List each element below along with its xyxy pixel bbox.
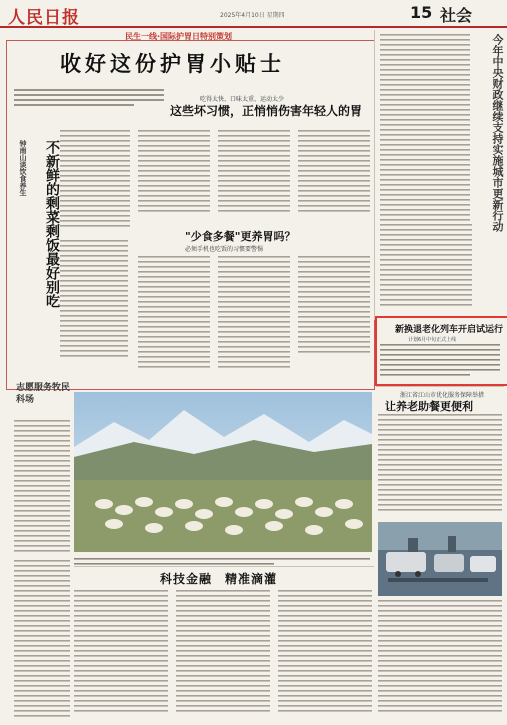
- volunteer-text: [14, 420, 72, 720]
- vertical-kicker: 钟南山谈饮食养生: [19, 140, 27, 196]
- right-column-text: [380, 34, 472, 314]
- text-columns-lower: [138, 256, 370, 368]
- body-text-columns: [60, 130, 372, 380]
- main-headline: 收好这份护胃小贴士: [60, 52, 285, 76]
- volunteer-headline: 志愿服务牧民科场: [16, 383, 71, 405]
- page-number: 15: [410, 3, 433, 22]
- article-kicker: 吃得太快、口味太重、运动太少: [200, 96, 285, 103]
- secondary-subheadline: 必须手机也吃饭的习惯要警惕: [185, 246, 264, 253]
- vertical-headline: 不新鲜的剩菜剩饭最好别吃: [44, 140, 60, 308]
- bottom-rule: [74, 566, 374, 567]
- newspaper-logo: 人民日报: [8, 8, 80, 28]
- jiangshan-headline: 让养老助餐更便利: [385, 400, 473, 413]
- right-vertical-headline: 今年中央财政继续支持实施城市更新行动: [491, 34, 504, 232]
- highlighted-headline: 新换退老化列车开启试运行: [395, 325, 504, 335]
- article-subheadline: 这些坏习惯，正悄悄伤害年轻人的胃: [170, 104, 363, 118]
- special-feature-label: 民生一线·国际护胃日特别策划: [125, 32, 233, 41]
- dateline: 2025年4月10日 星期四: [220, 12, 285, 19]
- jiangshan-text: [378, 414, 504, 518]
- meal-delivery-photo: [378, 522, 502, 596]
- highlighted-subheadline: 计划6月中旬正式上线: [408, 337, 457, 343]
- section-rule: [376, 386, 504, 387]
- text-column-2: [138, 130, 210, 212]
- text-column-4: [298, 130, 370, 212]
- bottom-headline: 科技金融 精准滴灌: [160, 572, 278, 586]
- column-divider: [374, 30, 375, 320]
- text-column-1: [60, 130, 130, 227]
- sheep-herd-photo: [74, 392, 372, 552]
- bottom-text: [74, 590, 374, 720]
- section-name: 社会: [440, 6, 473, 25]
- text-column-left-narrow: [60, 240, 128, 357]
- jiangshan-kicker: 浙江省江山市优化服务保障举措: [400, 392, 485, 399]
- secondary-headline: "少食多餐"更养胃吗？: [185, 230, 296, 243]
- jiangshan-text-lower: [378, 600, 504, 720]
- highlighted-article-text: [380, 344, 502, 380]
- text-column-3: [218, 130, 290, 212]
